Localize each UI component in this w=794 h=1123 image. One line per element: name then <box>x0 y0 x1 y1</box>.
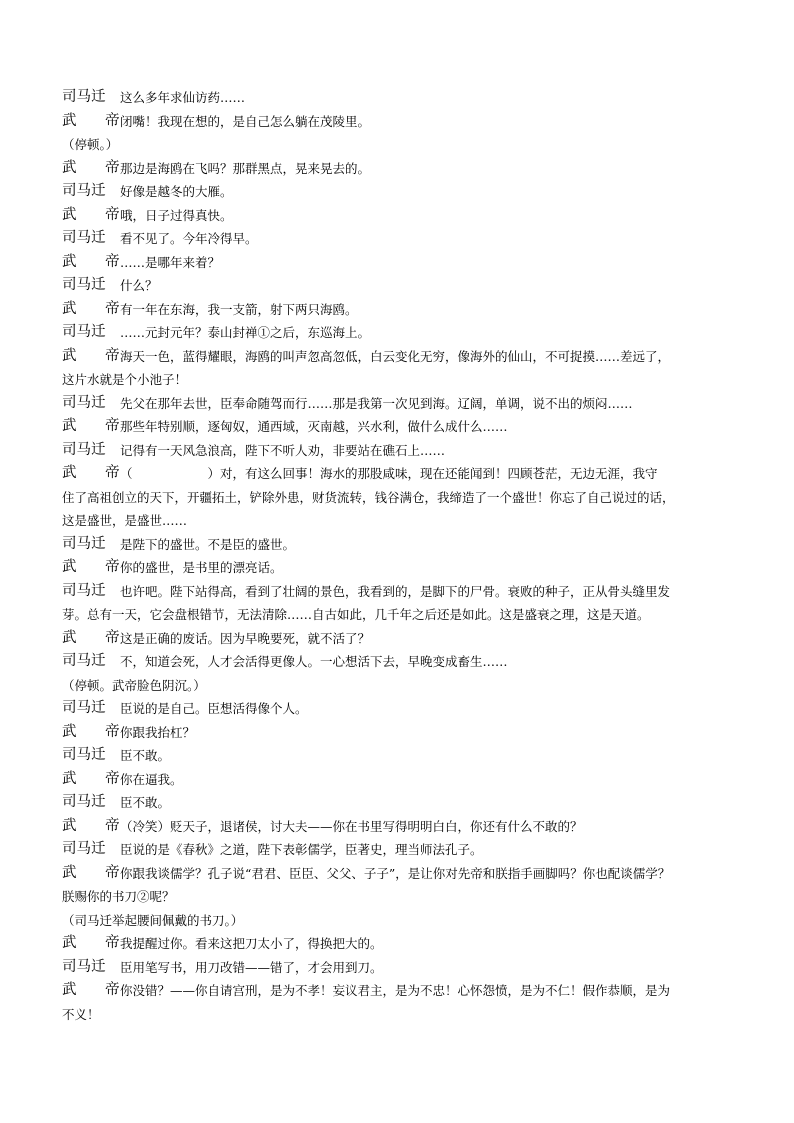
dialogue-text: 你的盛世，是书里的漂亮话。 <box>120 560 283 575</box>
dialogue-text: 是陛下的盛世。不是臣的盛世。 <box>120 536 296 552</box>
speaker-name: 武 帝 <box>62 159 132 176</box>
speaker-name: 武 帝 <box>62 723 132 740</box>
dialogue-text: 你跟我谈儒学？孔子说“君君、臣臣、父父、子子”，是让你对先帝和朕指手画脚吗？你也配谈儒学？ <box>120 865 671 881</box>
dialogue-line <box>62 439 734 463</box>
speaker-name: 武 帝 <box>62 770 132 787</box>
dialogue-line <box>62 415 734 439</box>
speaker-name: 司马迁 <box>62 582 106 599</box>
speaker-name: 司马迁 <box>62 794 106 810</box>
speaker-name: 司马迁 <box>62 324 106 340</box>
dialogue-line <box>62 697 734 721</box>
dialogue-text: 也许吧。陛下站得高，看到了壮阔的景色，我看到的，是脚下的尸骨。衰败的种子，正从骨头缝里发 <box>120 583 671 599</box>
speaker-name: 武 帝 <box>62 465 132 481</box>
dialogue-continuation: 这片水就是个小池子！ <box>62 372 188 387</box>
speaker-name: 武 帝 <box>62 982 132 998</box>
speaker-name: 司马迁 <box>62 441 106 458</box>
speaker-name: 武 帝 <box>62 206 132 223</box>
speaker-name: 武 帝 <box>62 864 132 881</box>
dialogue-line <box>62 110 734 134</box>
speaker-name: 武 帝 <box>62 935 132 951</box>
dialogue-line <box>62 721 734 745</box>
dialogue-line <box>62 462 734 486</box>
stage-direction: （司马迁举起腰间佩戴的书刀。） <box>62 912 244 928</box>
dialogue-line <box>62 180 734 204</box>
speaker-name: 司马迁 <box>62 841 106 857</box>
dialogue-line <box>62 298 734 322</box>
speaker-name: 武 帝 <box>62 112 132 129</box>
dialogue-text: 哦，日子过得真快。 <box>120 207 233 223</box>
speaker-name: 司马迁 <box>62 230 106 246</box>
speaker-name: 武 帝 <box>62 300 132 317</box>
dialogue-text: 你在逼我。 <box>120 771 183 787</box>
dialogue-line <box>62 86 734 110</box>
speaker-name: 武 帝 <box>62 629 132 646</box>
speaker-name: 武 帝 <box>62 253 132 270</box>
speaker-name: 司马迁 <box>62 700 106 716</box>
speaker-name: 司马迁 <box>62 747 106 763</box>
dialogue-continuation: 芽。总有一天，它会盘根错节，无法清除……自古如此，几千年之后还是如此。这是盛衰之理，这是天道。 <box>62 607 650 622</box>
dialogue-text: 好像是越冬的大雁。 <box>120 184 233 199</box>
dialogue-text: 臣不敢。 <box>120 748 171 763</box>
dialogue-continuation: 朕赐你的书刀②呢？ <box>62 889 175 904</box>
dialogue-text: ……元封元年？泰山封禅①之后，东巡海上。 <box>120 325 371 340</box>
dialogue-text: 有一年在东海，我一支箭，射下两只海鸥。 <box>120 301 358 317</box>
dialogue-text: 你跟我抬杠？ <box>120 724 196 740</box>
dialogue-text: （ ）对，有这么回事！海水的那股咸味，现在还能闻到！四顾苍茫，无边无涯，我守 <box>120 466 658 481</box>
speaker-name: 武 帝 <box>62 817 132 834</box>
dialogue-text: 臣说的是《春秋》之道，陛下表彰儒学，臣著史，理当师法孔子。 <box>120 842 483 857</box>
dialogue-line <box>62 862 734 886</box>
speaker-name: 司马迁 <box>62 183 106 199</box>
dialogue-text: 那边是海鸥在飞吗？那群黑点，晃来晃去的。 <box>120 160 371 176</box>
dialogue-text: （冷笑）贬天子，退诸侯，讨大夫——你在书里写得明明白白，你还有什么不敢的？ <box>120 818 583 834</box>
dialogue-text: 臣不敢。 <box>120 795 171 810</box>
dialogue-text: 记得有一天风急浪高，陛下不听人劝，非要站在礁石上…… <box>120 442 446 458</box>
dialogue-line <box>62 204 734 228</box>
dialogue-text: 闭嘴！我现在想的，是自己怎么躺在茂陵里。 <box>120 113 371 129</box>
dialogue-line <box>62 768 734 792</box>
dialogue-line <box>62 838 734 862</box>
dialogue-line <box>62 979 734 1003</box>
speaker-name: 司马迁 <box>62 89 106 105</box>
dialogue-line <box>62 932 734 956</box>
dialogue-line <box>62 627 734 651</box>
dialogue-text: 先父在那年去世，臣奉命随驾而行……那是我第一次见到海。辽阔，单调，说不出的烦闷…… <box>120 395 633 411</box>
dialogue-line <box>62 321 734 345</box>
script-body <box>62 86 734 1026</box>
speaker-name: 武 帝 <box>62 418 132 434</box>
speaker-name: 司马迁 <box>62 394 106 411</box>
dialogue-text: 看不见了。今年冷得早。 <box>120 231 258 246</box>
dialogue-text: 什么？ <box>120 278 158 293</box>
stage-direction: （停顿。） <box>62 137 119 152</box>
dialogue-line <box>62 157 734 181</box>
dialogue-text: 我提醒过你。看来这把刀太小了，得换把大的。 <box>120 936 383 951</box>
dialogue-text: ……是哪年来着？ <box>120 254 221 270</box>
dialogue-line <box>62 251 734 275</box>
dialogue-line <box>62 533 734 557</box>
dialogue-continuation: 这是盛世，是盛世…… <box>62 513 188 528</box>
dialogue-text: 臣说的是自己。臣想活得像个人。 <box>120 701 308 716</box>
speaker-name: 司马迁 <box>62 277 106 293</box>
dialogue-text: 臣用笔写书，用刀改错——错了，才会用到刀。 <box>120 959 383 975</box>
speaker-name: 司马迁 <box>62 958 106 975</box>
stage-direction: （停顿。武帝脸色阴沉。） <box>62 677 206 693</box>
speaker-name: 司马迁 <box>62 653 106 669</box>
dialogue-text: 这么多年求仙访药…… <box>120 90 246 105</box>
dialogue-line <box>62 274 734 298</box>
dialogue-text: 那些年特别顺，逐匈奴，通西域，灭南越，兴水利，做什么成什么…… <box>120 419 508 434</box>
dialogue-line <box>62 227 734 251</box>
dialogue-line <box>62 791 734 815</box>
dialogue-text: 不，知道会死，人才会活得更像人。一心想活下去，早晚变成畜生…… <box>120 654 508 669</box>
dialogue-line <box>62 650 734 674</box>
dialogue-continuation: 不义！ <box>62 1006 100 1022</box>
dialogue-line <box>62 815 734 839</box>
dialogue-text: 海天一色，蓝得耀眼，海鸥的叫声忽高忽低，白云变化无穷，像海外的仙山，不可捉摸……差远了， <box>120 348 671 364</box>
dialogue-line <box>62 580 734 604</box>
dialogue-line <box>62 744 734 768</box>
dialogue-text: 这是正确的废话。因为早晚要死，就不活了？ <box>120 630 371 646</box>
dialogue-continuation: 住了高祖创立的天下，开疆拓土，铲除外患，财货流转，钱谷满仓，我缔造了一个盛世！你忘了自己说过的话， <box>62 489 675 505</box>
dialogue-line <box>62 392 734 416</box>
speaker-name: 司马迁 <box>62 535 106 552</box>
dialogue-line <box>62 556 734 580</box>
speaker-name: 武 帝 <box>62 559 132 575</box>
speaker-name: 武 帝 <box>62 347 132 364</box>
dialogue-line <box>62 345 734 369</box>
dialogue-line <box>62 956 734 980</box>
dialogue-text: 你没错？——你自请宫刑，是为不孝！妄议君主，是为不忠！心怀怨愤，是为不仁！假作恭顺，是为 <box>120 983 671 998</box>
